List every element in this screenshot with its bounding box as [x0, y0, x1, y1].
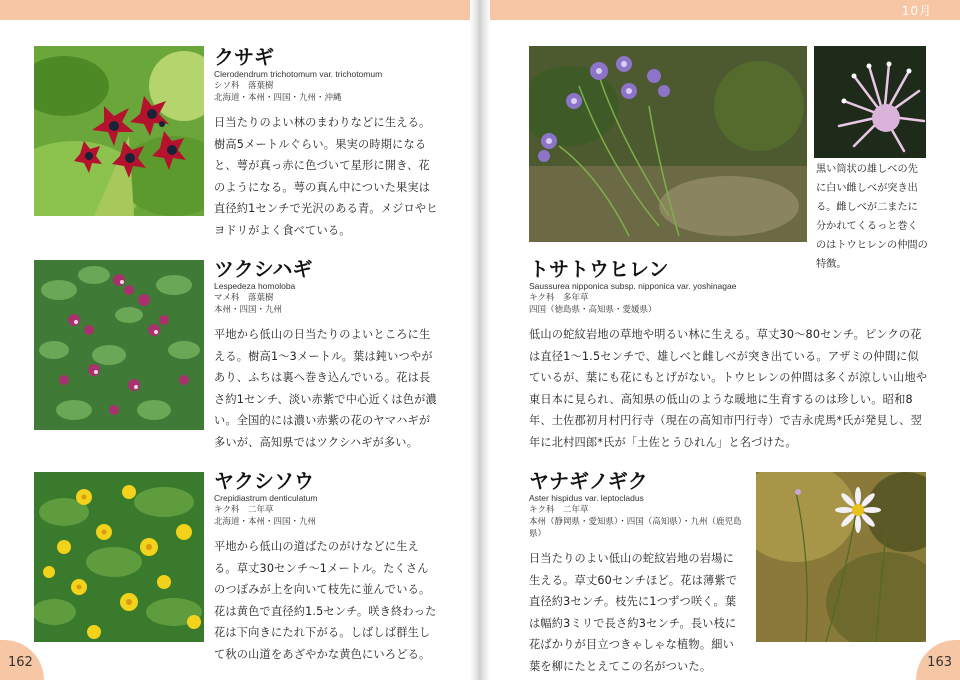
entry-yanaginogiku: [529, 470, 743, 677]
plant-name: クサギ: [214, 45, 274, 69]
left-header-band: [0, 0, 470, 20]
month-label: 10月: [901, 4, 932, 18]
family-type: キク科 多年草: [529, 293, 589, 303]
plant-name: ヤナギノギク: [529, 469, 648, 493]
book-gutter: [470, 0, 490, 680]
family-type: マメ科 落葉樹: [214, 293, 274, 303]
scientific-name: Crepidiastrum denticulatum: [214, 493, 318, 503]
family-type: シソ科 落葉樹: [214, 81, 274, 91]
entry-tosatouhiren: [529, 258, 929, 453]
tosatouhiren-photo: [529, 46, 807, 242]
description: 日当たりのよい林のまわりなどに生える。樹高5メートルぐらい。果実の時期になると、萼が真っ赤に色づいて星形に開き、花のようになる。萼の真ん中についた果実は直径約1センチで光沢のある青。メジロやヒヨドリがよく食べている。: [214, 116, 438, 237]
plant-name: ヤクシソウ: [214, 469, 314, 493]
right-header-band: [490, 0, 960, 20]
entry-kusagi: [214, 46, 439, 241]
scientific-name: Saussurea nipponica subsp. nipponica var. yoshinagae: [529, 281, 737, 291]
distribution: 四国（徳島県・高知県・愛媛県）: [529, 305, 657, 315]
entry-tsukushihagi: [214, 258, 439, 453]
description: 平地から低山の日当たりのよいところに生える。樹高1〜3メートル。葉は鈍いつやがあり、ふちは裏へ巻き込んでいる。花は長さ約1センチ、淡い赤紫で中心近くは色が濃い。全国的には濃い赤紫の花のヤマハギが多いが、高知県ではツクシハギが多い。: [214, 328, 437, 449]
family-type: キク科 二年草: [529, 505, 589, 515]
closeup-caption: 黒い筒状の雄しべの先に白い雌しべが突き出る。雌しべが二またに分かれてくるっと巻くのはトウヒレンの仲間の特徴。: [816, 164, 928, 270]
tsukushihagi-photo: [34, 260, 204, 430]
distribution: 本州・四国・九州: [214, 305, 283, 315]
entry-yakushisou: [214, 470, 439, 665]
page-number-left: 162: [8, 655, 33, 670]
scientific-name: Lespedeza homoloba: [214, 281, 296, 291]
description: 平地から低山の道ばたのがけなどに生える。草丈30センチ〜1メートル。たくさんのつぼみが上を向いて枝先に並んでいる。花は黄色で直径約1.5センチ。咲き終わった花は下向きにたれ下がる。しばしば群生して秋の山道をあざやかな黄色にいろどる。: [214, 540, 437, 661]
distribution: 北海道・本州・四国・九州・沖縄: [214, 93, 342, 103]
kusagi-photo: [34, 46, 204, 216]
description: 日当たりのよい低山の蛇紋岩地の岩場に生える。草丈60センチほど。花は薄紫で直径約3センチ。枝先に1つずつ咲く。葉は幅約3ミリで長さ約3センチ。長い枝に花ばかりが目立つきゃしゃな植物。細い葉を柳にたとえてこの名がついた。: [529, 552, 738, 673]
scientific-name: Aster hispidus var. leptocladus: [529, 493, 644, 503]
page-number-right: 163: [927, 655, 952, 670]
distribution: 北海道・本州・四国・九州: [214, 517, 317, 527]
yakushisou-photo: [34, 472, 204, 642]
plant-name: ツクシハギ: [214, 257, 313, 281]
distribution: 本州（静岡県・愛知県）・四国（高知県）・九州（鹿児島県）: [529, 517, 742, 539]
plant-name: トサトウヒレン: [529, 257, 669, 281]
description: 低山の蛇紋岩地の草地や明るい林に生える。草丈30〜80センチ。ピンクの花は直径1〜1.5センチで、雄しべと雌しべが突き出ている。アザミの仲間に似ているが、葉にも花にもとげがない。トウヒレンの仲間は多くが涼しい山地や東日本に見られ、高知県の低山のような暖地に生育するのは珍しい。昭和8年、土佐郡初月村円行寺（現在の高知市円行寺）で吉永虎馬*氏が発見し、翌年に北村四郎*氏が「土佐とうひれん」と名づけた。: [529, 328, 928, 449]
family-type: キク科 二年草: [214, 505, 274, 515]
scientific-name: Clerodendrum trichotomum var. trichotomum: [214, 69, 383, 79]
yanaginogiku-photo: [756, 472, 926, 642]
tosatouhiren-closeup-photo: [814, 46, 926, 158]
